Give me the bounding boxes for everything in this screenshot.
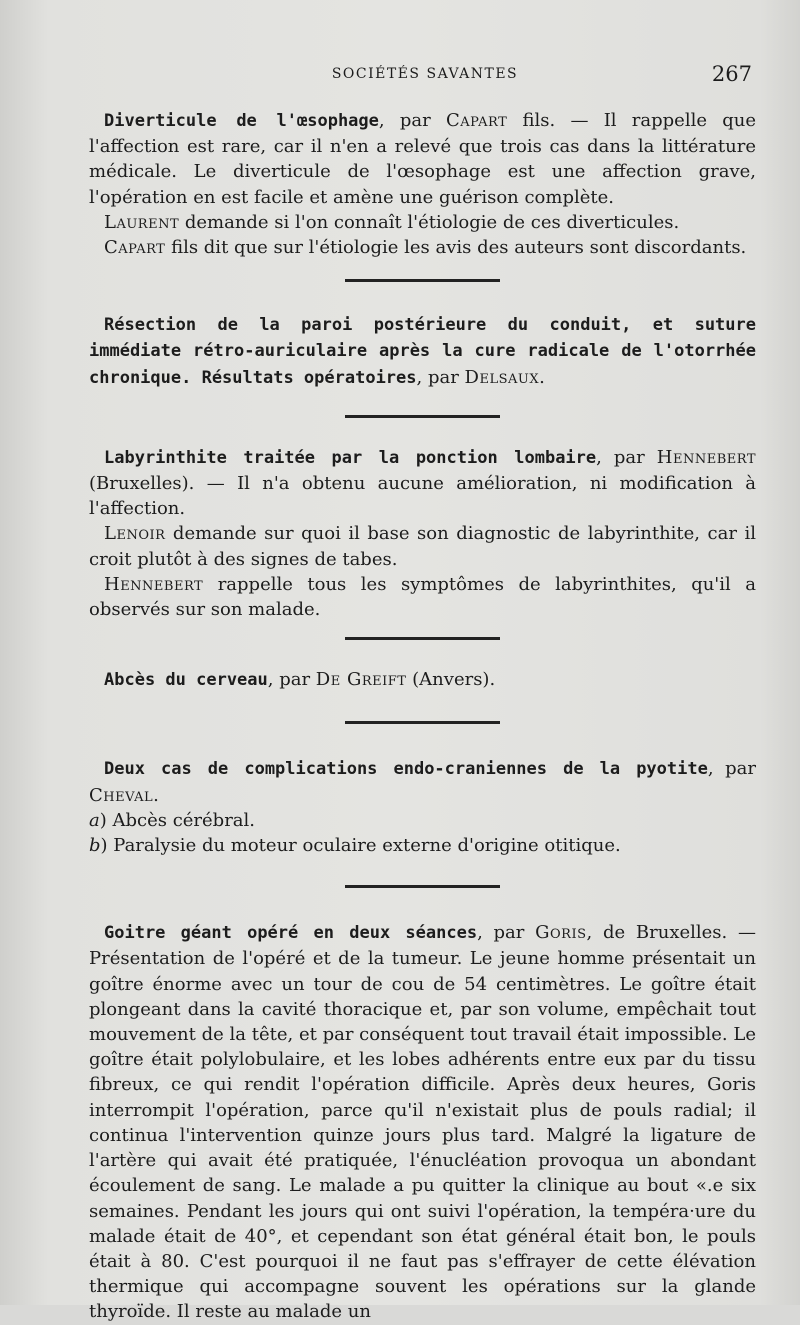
paragraph [89,572,756,622]
item-text: ) Abcès cérébral. [99,809,256,831]
paragraph-text: (Anvers). [406,669,496,691]
page-header [90,62,760,92]
author-name: Goris [535,922,587,944]
item-text: ) Paralysie du moteur oculaire externe d'origine otitique. [100,835,621,857]
section-separator [345,885,500,888]
punctuation: . [153,784,159,806]
author-name: Cheval [89,784,154,806]
section-separator [345,637,500,640]
paragraph [89,210,756,235]
author-name: Hennebert [656,446,756,468]
author-name: Delsaux [464,366,540,388]
paragraph [89,312,756,391]
section-separator [345,415,500,418]
section-title: Diverticule de l'œsophage [104,111,379,131]
section-title: Deux cas de complications endo-craniennes de la pyotite [104,759,708,780]
paragraph-text: demande si l'on connaît l'étiologie de ces diverticules. [179,211,680,233]
paragraph [89,108,756,210]
speaker-name: Capart [104,237,166,259]
byline-text: , par [596,446,657,468]
section-goitre [89,920,756,1324]
byline-text: , par [267,669,316,691]
speaker-name: Hennebert [104,573,204,595]
paragraph-text: demande sur quoi il base son diagnostic de labyrinthite, car il croit plutôt à des signes de tabes. [89,523,756,570]
list-item [89,808,756,833]
byline-text: , par [707,758,756,780]
byline-text: , par [416,366,465,388]
paragraph [89,920,756,1324]
punctuation: . [539,366,545,388]
paragraph [89,667,756,693]
paragraph-text: fils. — Il rappelle que l'affection est rare, car il n'en a relevé que trois cas dans la littérature médicale. Le diverticule de l'œsophage est une affection grave, l'opération en est facile et amène une guérison complète. [89,110,756,208]
paragraph [89,235,756,260]
speaker-name: Laurent [104,211,180,233]
paragraph [89,521,756,571]
paragraph [89,756,756,807]
section-labyrinthite [89,445,756,622]
section-separator [345,279,500,282]
list-item [89,833,756,858]
page-number: 267 [711,62,752,86]
paragraph-text: , de Bruxelles. — Présentation de l'opéré et de la tumeur. Le jeune homme présentait un goître énorme avec un tour de cou de 54 centimètres. Le goître était plongeant dans la cavité thoracique et, par son volume, empêchait tout mouvement de la tête, et par conséquent tout travail était impossible. Le goître était polylobulaire, et les lobes adhérents entre eux par du tissu fibreux, ce qui rendit l'opération difficile. Après deux heures, Goris interrompit l'opération, parce qu'il n'existait plus de pouls radial; il continua l'intervention quinze jours plus tard. Malgré la ligature de l'artère qui avait été pratiquée, l'énucléation provoqua un abondant écoulement de sang. Le malade a pu quitter la clinique au bout «.e six semaines. Pendant les jours qui ont suivi l'opération, la tempéra·ure du malade était de 40°, et cependant son état général était bon, le pouls était à 80. C'est pourquoi il ne faut pas s'effrayer de cette élévation thermique qui accompagne souvent les opérations sur la glande thyroïde. Il reste au malade un [89,922,756,1323]
author-name: De Greift [315,669,407,691]
paragraph-text: fils dit que sur l'étiologie les avis des auteurs sont discordants. [165,237,747,259]
section-diverticule [89,108,756,260]
section-resection [89,312,756,391]
text-column [89,108,756,1325]
section-abces [89,667,756,693]
paragraph [89,445,756,522]
author-name: Capart [445,110,508,131]
section-title: Labyrinthite traitée par la ponction lombaire [104,447,597,468]
section-title: Résection de la paroi postérieure du conduit, et suture immédiate rétro-auriculaire après la cure radicale de l'otorrhée chronique. Résultats opératoires [89,315,756,388]
speaker-name: Lenoir [104,523,166,545]
running-head: SOCIÉTÉS SAVANTES [331,66,519,82]
paragraph-text: rappelle tous les symptômes de labyrinthites, qu'il a observés sur son malade. [89,573,756,621]
byline-text: , par [378,110,446,131]
item-letter: a [89,809,100,831]
paragraph-text: (Bruxelles). — Il n'a obtenu aucune amélioration, ni modification à l'affection. [89,473,756,520]
section-title: Goitre géant opéré en deux séances [104,923,478,944]
section-separator [345,721,500,724]
item-letter: b [89,835,101,857]
section-complications [89,756,756,858]
section-title: Abcès du cerveau [104,670,268,691]
byline-text: , par [477,922,536,944]
